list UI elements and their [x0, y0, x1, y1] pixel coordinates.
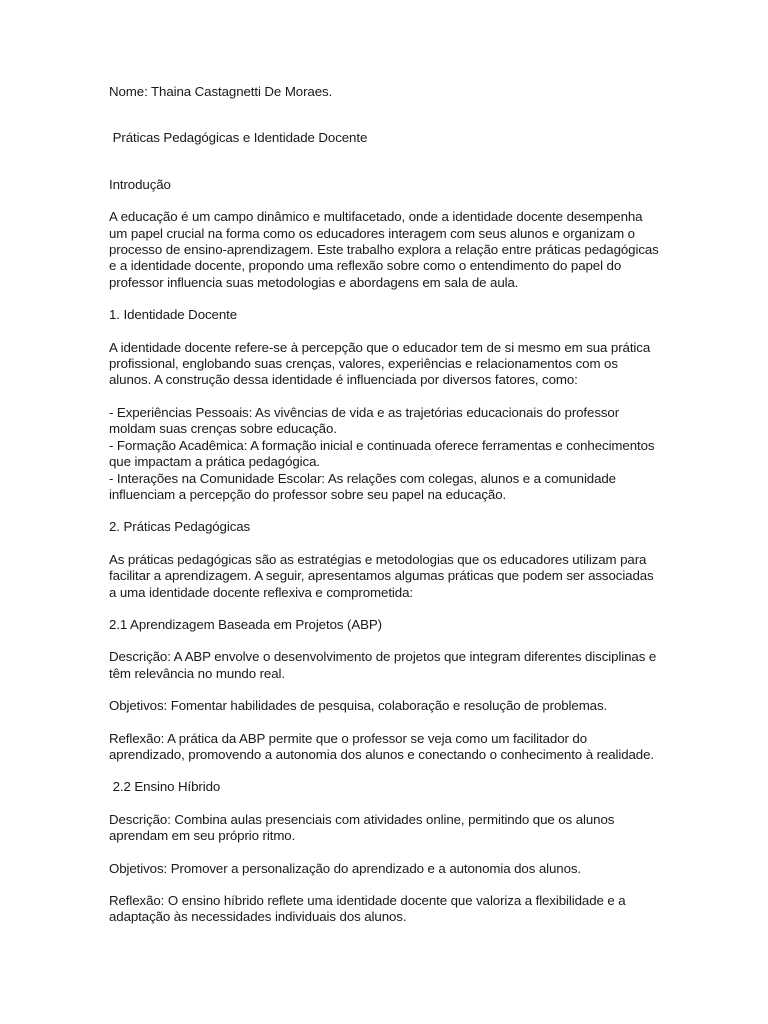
- subsection-2-2-heading: 2.2 Ensino Híbrido: [109, 779, 221, 795]
- subsection-2-2-objectives: Objetivos: Promover a personalização do aprendizado e a autonomia dos alunos.: [109, 860, 582, 876]
- list-item: - Interações na Comunidade Escolar: As relações com colegas, alunos e a comunidade influenciam a percepção do professor sobre seu papel na educação.: [109, 470, 620, 502]
- section1-heading: 1. Identidade Docente: [109, 307, 238, 323]
- author-line: Nome: Thaina Castagnetti De Moraes.: [109, 84, 333, 99]
- document-body: [109, 84, 661, 926]
- section1-list: [109, 405, 661, 503]
- subsection-2-1-objectives: Objetivos: Fomentar habilidades de pesquisa, colaboração e resolução de problemas.: [109, 698, 608, 714]
- section2-heading: 2. Práticas Pedagógicas: [109, 519, 251, 535]
- list-item: - Formação Acadêmica: A formação inicial e continuada oferece ferramentas e conhecimentos que impactam a prática pedagógica.: [109, 437, 659, 470]
- section1-paragraph: A identidade docente refere-se à percepção que o educador tem de si mesmo em sua prática profissional, englobando suas crenças, valores, experiências e relacionamentos com os alunos. A construção dessa identidade é influenciada por diversos fatores, como:: [109, 339, 654, 388]
- intro-paragraph: A educação é um campo dinâmico e multifacetado, onde a identidade docente desempenha um papel crucial na forma como os educadores interagem com seus alunos e organizam o processo de ensino-aprendizagem. Este trabalho explora a relação entre práticas pedagógicas e a identidade docente, propondo uma reflexão sobre como o entendimento do papel do professor influencia suas metodologias e abordagens em sala de aula.: [109, 209, 663, 290]
- subsection-2-1-heading: 2.1 Aprendizagem Baseada em Projetos (ABP): [109, 616, 382, 632]
- list-item: - Experiências Pessoais: As vivências de vida e as trajetórias educacionais do professor moldam suas crenças sobre educação.: [109, 404, 623, 437]
- subsection-2-2-description: Descrição: Combina aulas presenciais com atividades online, permitindo que os alunos aprendam em seu próprio ritmo.: [109, 811, 618, 844]
- document-title: Práticas Pedagógicas e Identidade Docente: [109, 130, 368, 146]
- subsection-2-1-description: Descrição: A ABP envolve o desenvolvimento de projetos que integram diferentes disciplinas e têm relevância no mundo real.: [109, 649, 660, 681]
- subsection-2-2-reflection: Reflexão: O ensino híbrido reflete uma identidade docente que valoriza a flexibilidade e a adaptação às necessidades individuais dos alunos.: [109, 893, 630, 925]
- subsection-2-1-reflection: Reflexão: A prática da ABP permite que o professor se veja como um facilitador do aprendizado, promovendo a autonomia dos alunos e conectando o conhecimento à realidade.: [109, 730, 654, 762]
- section2-paragraph: As práticas pedagógicas são as estratégias e metodologias que os educadores utilizam para facilitar a aprendizagem. A seguir, apresentamos algumas práticas que podem ser associadas a uma identidade docente reflexiva e comprometida:: [109, 551, 658, 600]
- intro-heading: Introdução: [109, 176, 171, 192]
